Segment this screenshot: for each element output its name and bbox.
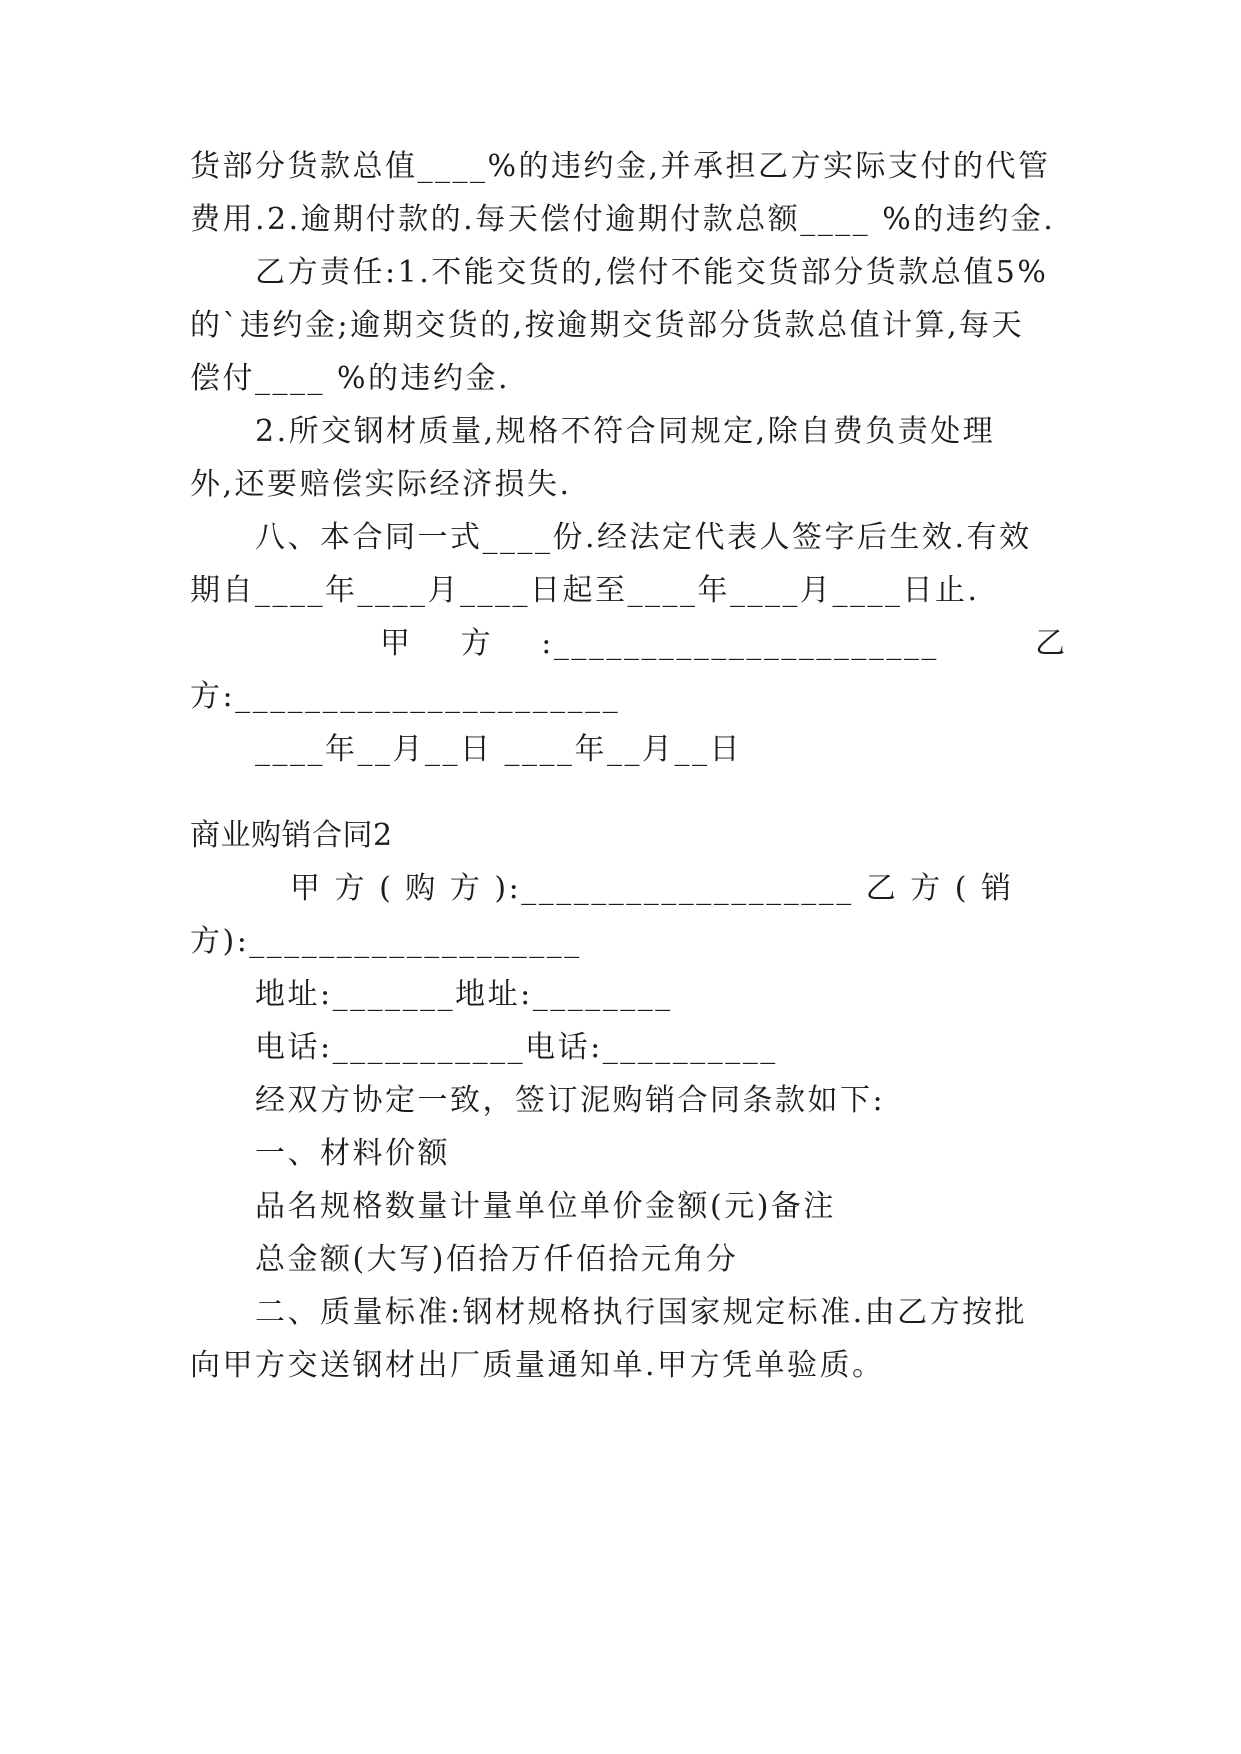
paragraph-line: 八、本合同一式____份.经法定代表人签字后生效.有效 [255, 520, 1032, 555]
paragraph-line: 货部分货款总值____%的违约金,并承担乙方实际支付的代管 [190, 149, 1051, 184]
contract-title: 商业购销合同2 [190, 818, 393, 853]
signature-date-line: ____年__月__日 ____年__月__日 [255, 732, 743, 767]
paragraph-line: 向甲方交送钢材出厂质量通知单.甲方凭单验质。 [190, 1348, 885, 1383]
party-line: 甲 方 ( 购 方 ):___________________ 乙 方 ( 销 [290, 871, 1014, 906]
paragraph-line: 品名规格数量计量单位单价金额(元)备注 [255, 1189, 836, 1224]
paragraph-line: 外,还要赔偿实际经济损失. [190, 467, 572, 502]
paragraph-line: 二、质量标准:钢材规格执行国家规定标准.由乙方按批 [255, 1295, 1028, 1330]
phone-line: 电话:___________电话:__________ [255, 1030, 778, 1065]
paragraph-line: 费用.2.逾期付款的.每天偿付逾期付款总额____ %的违约金. [190, 202, 1056, 237]
signature-line-party-b: 方:______________________ [190, 679, 621, 714]
paragraph-line: 乙方责任:1.不能交货的,偿付不能交货部分货款总值5% [255, 255, 1049, 290]
paragraph-line: 总金额(大写)佰拾万仟佰拾元角分 [255, 1242, 739, 1277]
signature-line-party-a: 甲 方 :______________________ 乙 [380, 626, 1068, 661]
paragraph-line: 的`违约金;逾期交货的,按逾期交货部分货款总值计算,每天 [190, 308, 1025, 343]
address-line: 地址:_______地址:________ [255, 977, 673, 1012]
party-line: 方):___________________ [190, 924, 582, 959]
paragraph-line: 经双方协定一致，签订泥购销合同条款如下: [255, 1083, 886, 1118]
section-heading: 一、材料价额 [255, 1136, 450, 1171]
paragraph-line: 期自____年____月____日起至____年____月____日止. [190, 573, 980, 608]
paragraph-line: 偿付____ %的违约金. [190, 361, 511, 396]
paragraph-line: 2.所交钢材质量,规格不符合同规定,除自费负责处理 [255, 414, 996, 449]
